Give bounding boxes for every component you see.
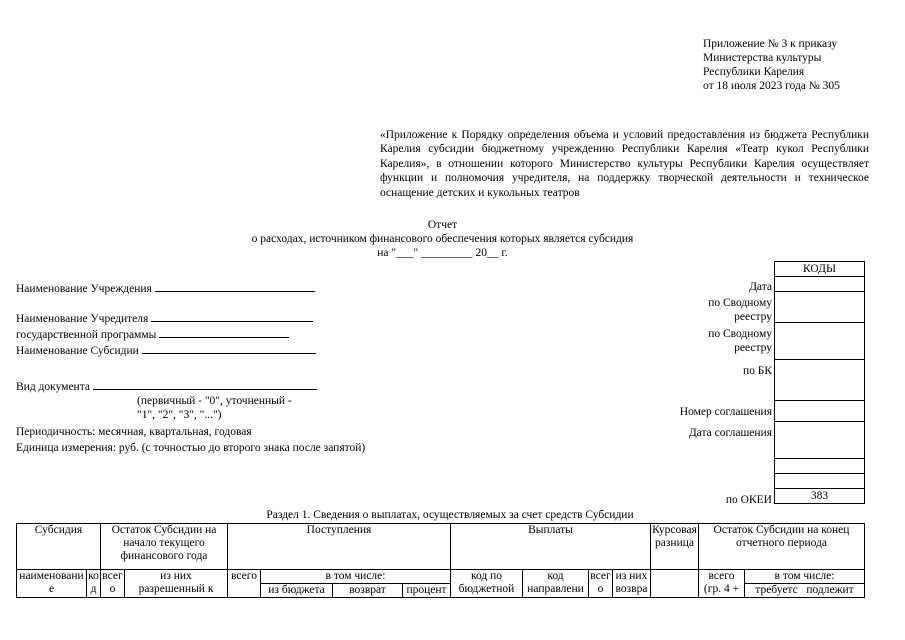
- header-balance-end: Остаток Субсидии на конец отчетного периода: [699, 524, 865, 570]
- subheader-subject: подлежит: [806, 584, 854, 596]
- program-blank[interactable]: [159, 326, 289, 338]
- header-rate-difference: Курсовая разница: [651, 524, 699, 570]
- section-title: Раздел 1. Сведения о выплатах, осуществляемых за счет средств Субсидии: [266, 509, 634, 521]
- founder-field[interactable]: [16, 310, 313, 326]
- doc-hint-line1: (первичный - "0", уточненный -: [137, 395, 292, 407]
- doc-type-hint: [137, 394, 292, 422]
- doc-type-field[interactable]: [16, 378, 317, 394]
- founder-label: Наименование Учредителя: [16, 313, 149, 325]
- registry1-line2: реестру: [734, 311, 772, 323]
- title-line1: Отчет: [427, 219, 458, 231]
- appendix-line: Республики Карелия: [703, 66, 805, 78]
- registry2-line2: реестру: [734, 342, 772, 354]
- code-bk-cell[interactable]: [775, 360, 865, 401]
- report-title: [200, 218, 685, 260]
- code-empty-cell[interactable]: [775, 474, 865, 489]
- header-income: Поступления: [228, 524, 451, 570]
- header-payments: Выплаты: [451, 524, 651, 570]
- payments-table: [16, 523, 865, 598]
- appendix-line: Министерства культуры: [703, 52, 822, 64]
- code-date-cell[interactable]: [775, 277, 865, 292]
- subheader-end-split: [745, 584, 865, 598]
- subheader-interest: процент: [403, 584, 451, 598]
- program-label: государственной программы: [16, 329, 157, 341]
- codes-header: КОДЫ: [775, 262, 865, 277]
- registry2-label: [640, 327, 772, 355]
- subheader-pay-code: код по бюджетной: [451, 570, 523, 598]
- preamble-text: «Приложение к Порядку определения объема и условий предоставления из бюджета Республики Карелия субсидии бюджетному учреждению Республики Карелия «Театр кукол Республики Карелия», в отношении которого Министерство культуры Республики Карелия осуществляет функции и полномочия учредителя, на поддержку творческой деятельности и техническое оснащение детских и кукольных театров: [380, 129, 869, 199]
- header-subsidy: Субсидия: [17, 524, 101, 570]
- doc-type-blank[interactable]: [93, 378, 317, 390]
- appendix-block: [703, 37, 840, 93]
- subheader-from-budget: из бюджета: [261, 584, 333, 598]
- bk-label: по БК: [742, 365, 772, 377]
- subheader-end-including: в том числе:: [745, 570, 865, 584]
- subheader-pay-of-them: из них возвра: [613, 570, 651, 598]
- doc-hint-line2: "1", "2", "3", "..."): [137, 409, 222, 421]
- agreement-no-label: Номер соглашения: [679, 406, 772, 418]
- appendix-line: от 18 июля 2023 года № 305: [703, 80, 840, 92]
- code-agreement-date-cell[interactable]: [775, 422, 865, 459]
- subheader-total: всего: [101, 570, 125, 598]
- subheader-rate-empty: [651, 570, 699, 598]
- agreement-date-label: Дата соглашения: [688, 427, 772, 439]
- registry2-line1: по Сводному: [708, 328, 772, 340]
- subheader-required: требуетс: [755, 584, 798, 596]
- subheader-end-total: всего (гр. 4 +: [699, 570, 745, 598]
- periodicity-text: Периодичность: месячная, квартальная, годовая: [16, 426, 252, 438]
- code-okei-cell: 383: [775, 489, 865, 504]
- code-registry2-cell[interactable]: [775, 323, 865, 360]
- code-agreement-no-cell[interactable]: [775, 401, 865, 422]
- date-label: Дата: [749, 281, 772, 293]
- institution-field[interactable]: [16, 280, 315, 296]
- program-field[interactable]: [16, 326, 289, 342]
- okei-label: по ОКЕИ: [725, 494, 772, 506]
- doc-type-label: Вид документа: [16, 381, 90, 393]
- subheader-name: наименование: [17, 570, 87, 598]
- founder-blank[interactable]: [151, 310, 313, 322]
- subheader-code: код: [87, 570, 101, 598]
- unit-text: Единица измерения: руб. (с точностью до второго знака после запятой): [16, 442, 366, 454]
- title-line3: на "___" _________ 20__ г.: [377, 247, 508, 259]
- code-empty-cell[interactable]: [775, 459, 865, 474]
- title-line2: о расходах, источником финансового обеспечения которых является субсидия: [251, 233, 634, 245]
- subheader-pay-total: всего: [589, 570, 613, 598]
- institution-label: Наименование Учреждения: [16, 283, 152, 295]
- subsidy-label: Наименование Субсидии: [16, 345, 139, 357]
- institution-blank[interactable]: [155, 280, 315, 292]
- subheader-pay-direction: код направлени: [523, 570, 589, 598]
- appendix-line: Приложение № 3 к приказу: [703, 38, 838, 50]
- codes-table: [774, 261, 865, 504]
- subheader-income-total: всего: [228, 570, 261, 598]
- code-registry1-cell[interactable]: [775, 292, 865, 323]
- subheader-income-including: в том числе:: [261, 570, 451, 584]
- header-balance-start: Остаток Субсидии на начало текущего финансового года: [101, 524, 228, 570]
- subsidy-field[interactable]: [16, 342, 316, 358]
- subheader-of-them: из них разрешенный к: [125, 570, 228, 598]
- registry1-line1: по Сводному: [708, 297, 772, 309]
- registry1-label: [640, 296, 772, 324]
- subsidy-blank[interactable]: [142, 342, 316, 354]
- subheader-return: возврат: [333, 584, 403, 598]
